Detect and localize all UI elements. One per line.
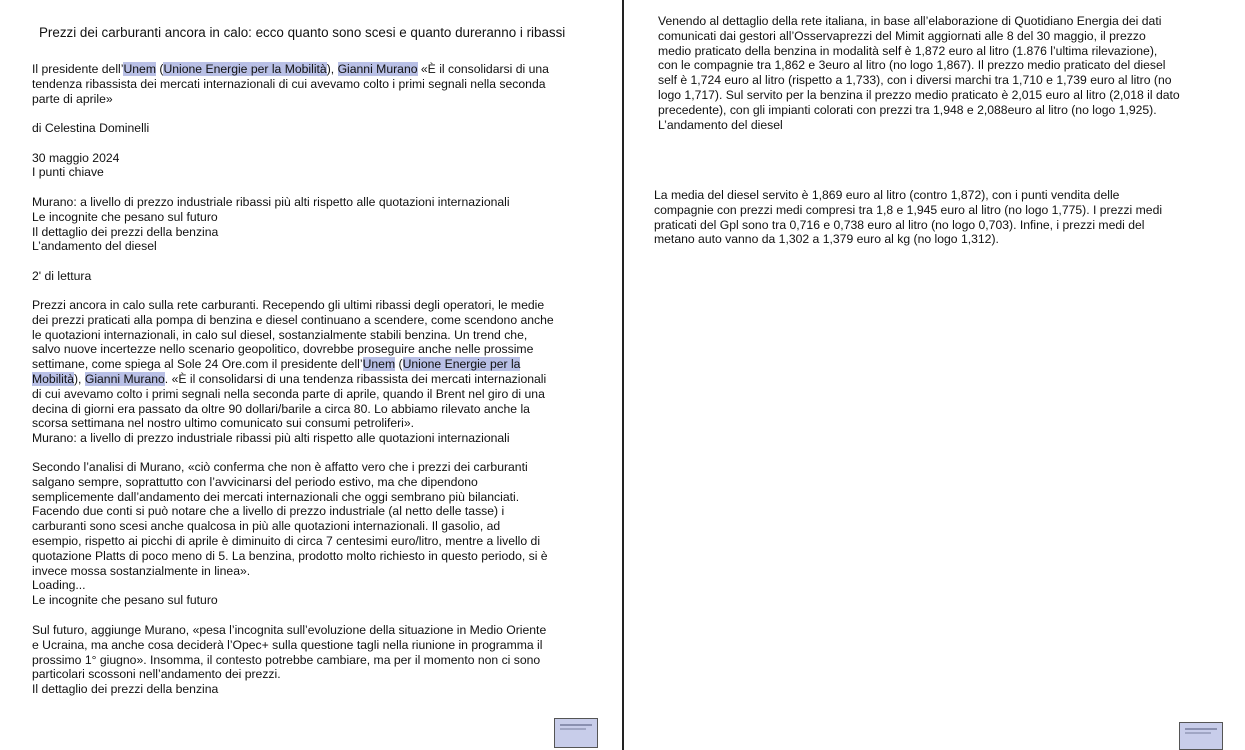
- key-point-link[interactable]: Murano: a livello di prezzo industriale ribassi più alti rispetto alle quotazioni internazionali: [32, 195, 510, 209]
- body-text-mid2: ),: [74, 371, 85, 386]
- page-thumbnail[interactable]: [1179, 722, 1223, 750]
- article-date: 30 maggio 2024: [32, 151, 120, 165]
- intro-text-post: «È il consolidarsi di una tendenza ribassista dei mercati internazionali di cui avevamo colto i primi segnali nella seconda parte di aprile»: [32, 62, 549, 106]
- body-paragraph-3: Sul futuro, aggiunge Murano, «pesa l’incognita sull’evoluzione della situazione in Medio Oriente e Ucraina, ma anche cosa deciderà l’Opec+ sulla questione tagli nella riunione in programma il prossimo 1° giugno». Insomma, il contesto potrebbe cambiare, ma per il momento non ci sono particolari scossoni nell’andamento dei prezzi. Il dettaglio dei prezzi della benzina: [32, 623, 547, 697]
- highlight-unem[interactable]: Unem: [362, 357, 396, 372]
- highlight-unem[interactable]: Unem: [123, 62, 156, 76]
- intro-paragraph: [32, 62, 592, 106]
- highlight-unione-energie[interactable]: Unione Energie per la Mobilità: [163, 62, 327, 76]
- body-paragraph-1: [32, 298, 592, 446]
- intro-text-mid2: ),: [326, 62, 338, 76]
- highlight-unione-energie[interactable]: Unione Energie per la Mobilità: [32, 357, 521, 386]
- body-text-pre: Prezzi ancora in calo sulla rete carburanti. Recependo gli ultimi ribassi degli operatori, le medie dei prezzi praticati alla pompa di benzina e diesel continuano a scendere, come scendono anche le quotazioni internazionali, in calo sul diesel, sostanzialmente stabili benzina. Un trend che, salvo nuove incertezze nello scenario geopolitico, dovrebbe proseguire anche nelle prossime settimane, come spiega al Sole 24 Ore.com il presidente dell’: [32, 298, 554, 372]
- left-page: [0, 0, 622, 750]
- article-title: Prezzi dei carburanti ancora in calo: ecco quanto sono scesi e quanto dureranno i ribassi: [39, 25, 566, 40]
- key-point-link[interactable]: Le incognite che pesano sul futuro: [32, 209, 218, 224]
- diesel-paragraph: La media del diesel servito è 1,869 euro al litro (contro 1,872), con i punti vendita delle compagnie con prezzi medi compresi tra 1,8 e 1,945 euro al litro (no logo 1,775). I prezzi medi praticati del Gpl sono tra 0,716 e 0,738 euro al litro (no logo 0,703). Infine, i prezzi medi del metano auto vanno da 1,302 a 1,379 euro al kg (no logo 1,312).: [654, 188, 1163, 247]
- author-byline: di Celestina Dominelli: [32, 121, 150, 135]
- intro-text-mid1: (: [155, 62, 164, 76]
- body-text-mid1: (: [395, 357, 403, 372]
- intro-text-pre: Il presidente dell’: [32, 62, 124, 76]
- key-point-link[interactable]: L’andamento del diesel: [32, 239, 157, 254]
- highlight-gianni-murano[interactable]: Gianni Murano: [337, 62, 418, 76]
- right-page: [625, 0, 1245, 750]
- price-detail-paragraph: Venendo al dettaglio della rete italiana, in base all’elaborazione di Quotidiano Energia dei dati comunicati dai gestori all’Osservaprezzi del Mimit aggiornati alle 8 del 30 maggio, il prezzo medio praticato della benzina in modalità self è 1,872 euro al litro (1.876 l’ultima rilevazione), con le compagnie tra 1,862 e 3euro al litro (no logo 1,867). Il prezzo medio praticato del diesel self è 1,724 euro al litro (rispetto a 1,733), con i diversi marchi tra 1,710 e 1,739 euro al litro (no logo 1,717). Sul servito per la benzina il prezzo medio praticato è 2,015 euro al litro (2,018 il dato precedente), con gli impianti colorati con prezzi tra 1,948 e 2,088euro al litro (no logo 1,925). L’andamento del diesel: [658, 14, 1180, 132]
- body-text-post: . «È il consolidarsi di una tendenza ribassista dei mercati internazionali di cui avevamo colto i primi segnali nella seconda parte di aprile, quando il Brent nel giro di una decina di giorni era passato da oltre 90 dollari/barile a circa 80. Lo abbiamo rilevato anche la scorsa settimana nel nostro ultimo comunicato sui consumi petroliferi». Murano: a livello di prezzo industriale ribassi più alti rispetto alle quotazioni internazionali: [32, 371, 547, 446]
- page-thumbnail[interactable]: [554, 718, 598, 748]
- body-paragraph-2: Secondo l’analisi di Murano, «ciò conferma che non è affatto vero che i prezzi dei carburanti salgano sempre, soprattutto con l’avvicinarsi del periodo estivo, ma che dipendono semplicemente dall’andamento dei mercati internazionali che oggi sembrano più bilanciati. Facendo due conti si può notare che a livello di prezzo industriale (al netto delle tasse) i carburanti sono scesi anche qualcosa in più alle quotazioni internazionali. Il gasolio, ad esempio, rispetto ai picchi di aprile è diminuito di circa 7 centesimi euro/litro, mentre a livello di quotazione Platts di poco meno di 5. La benzina, prodotto molto richiesto in questo periodo, si è invece mossa sostanzialmente in linea». Loading... Le incognite che pesano sul futuro: [32, 460, 548, 608]
- key-point-link[interactable]: Il dettaglio dei prezzi della benzina: [32, 224, 219, 239]
- key-points-list: [32, 195, 510, 254]
- reading-time: 2' di lettura: [32, 269, 92, 283]
- key-points-heading: I punti chiave: [32, 165, 104, 179]
- page-divider: [622, 0, 624, 750]
- highlight-gianni-murano[interactable]: Gianni Murano: [84, 371, 165, 386]
